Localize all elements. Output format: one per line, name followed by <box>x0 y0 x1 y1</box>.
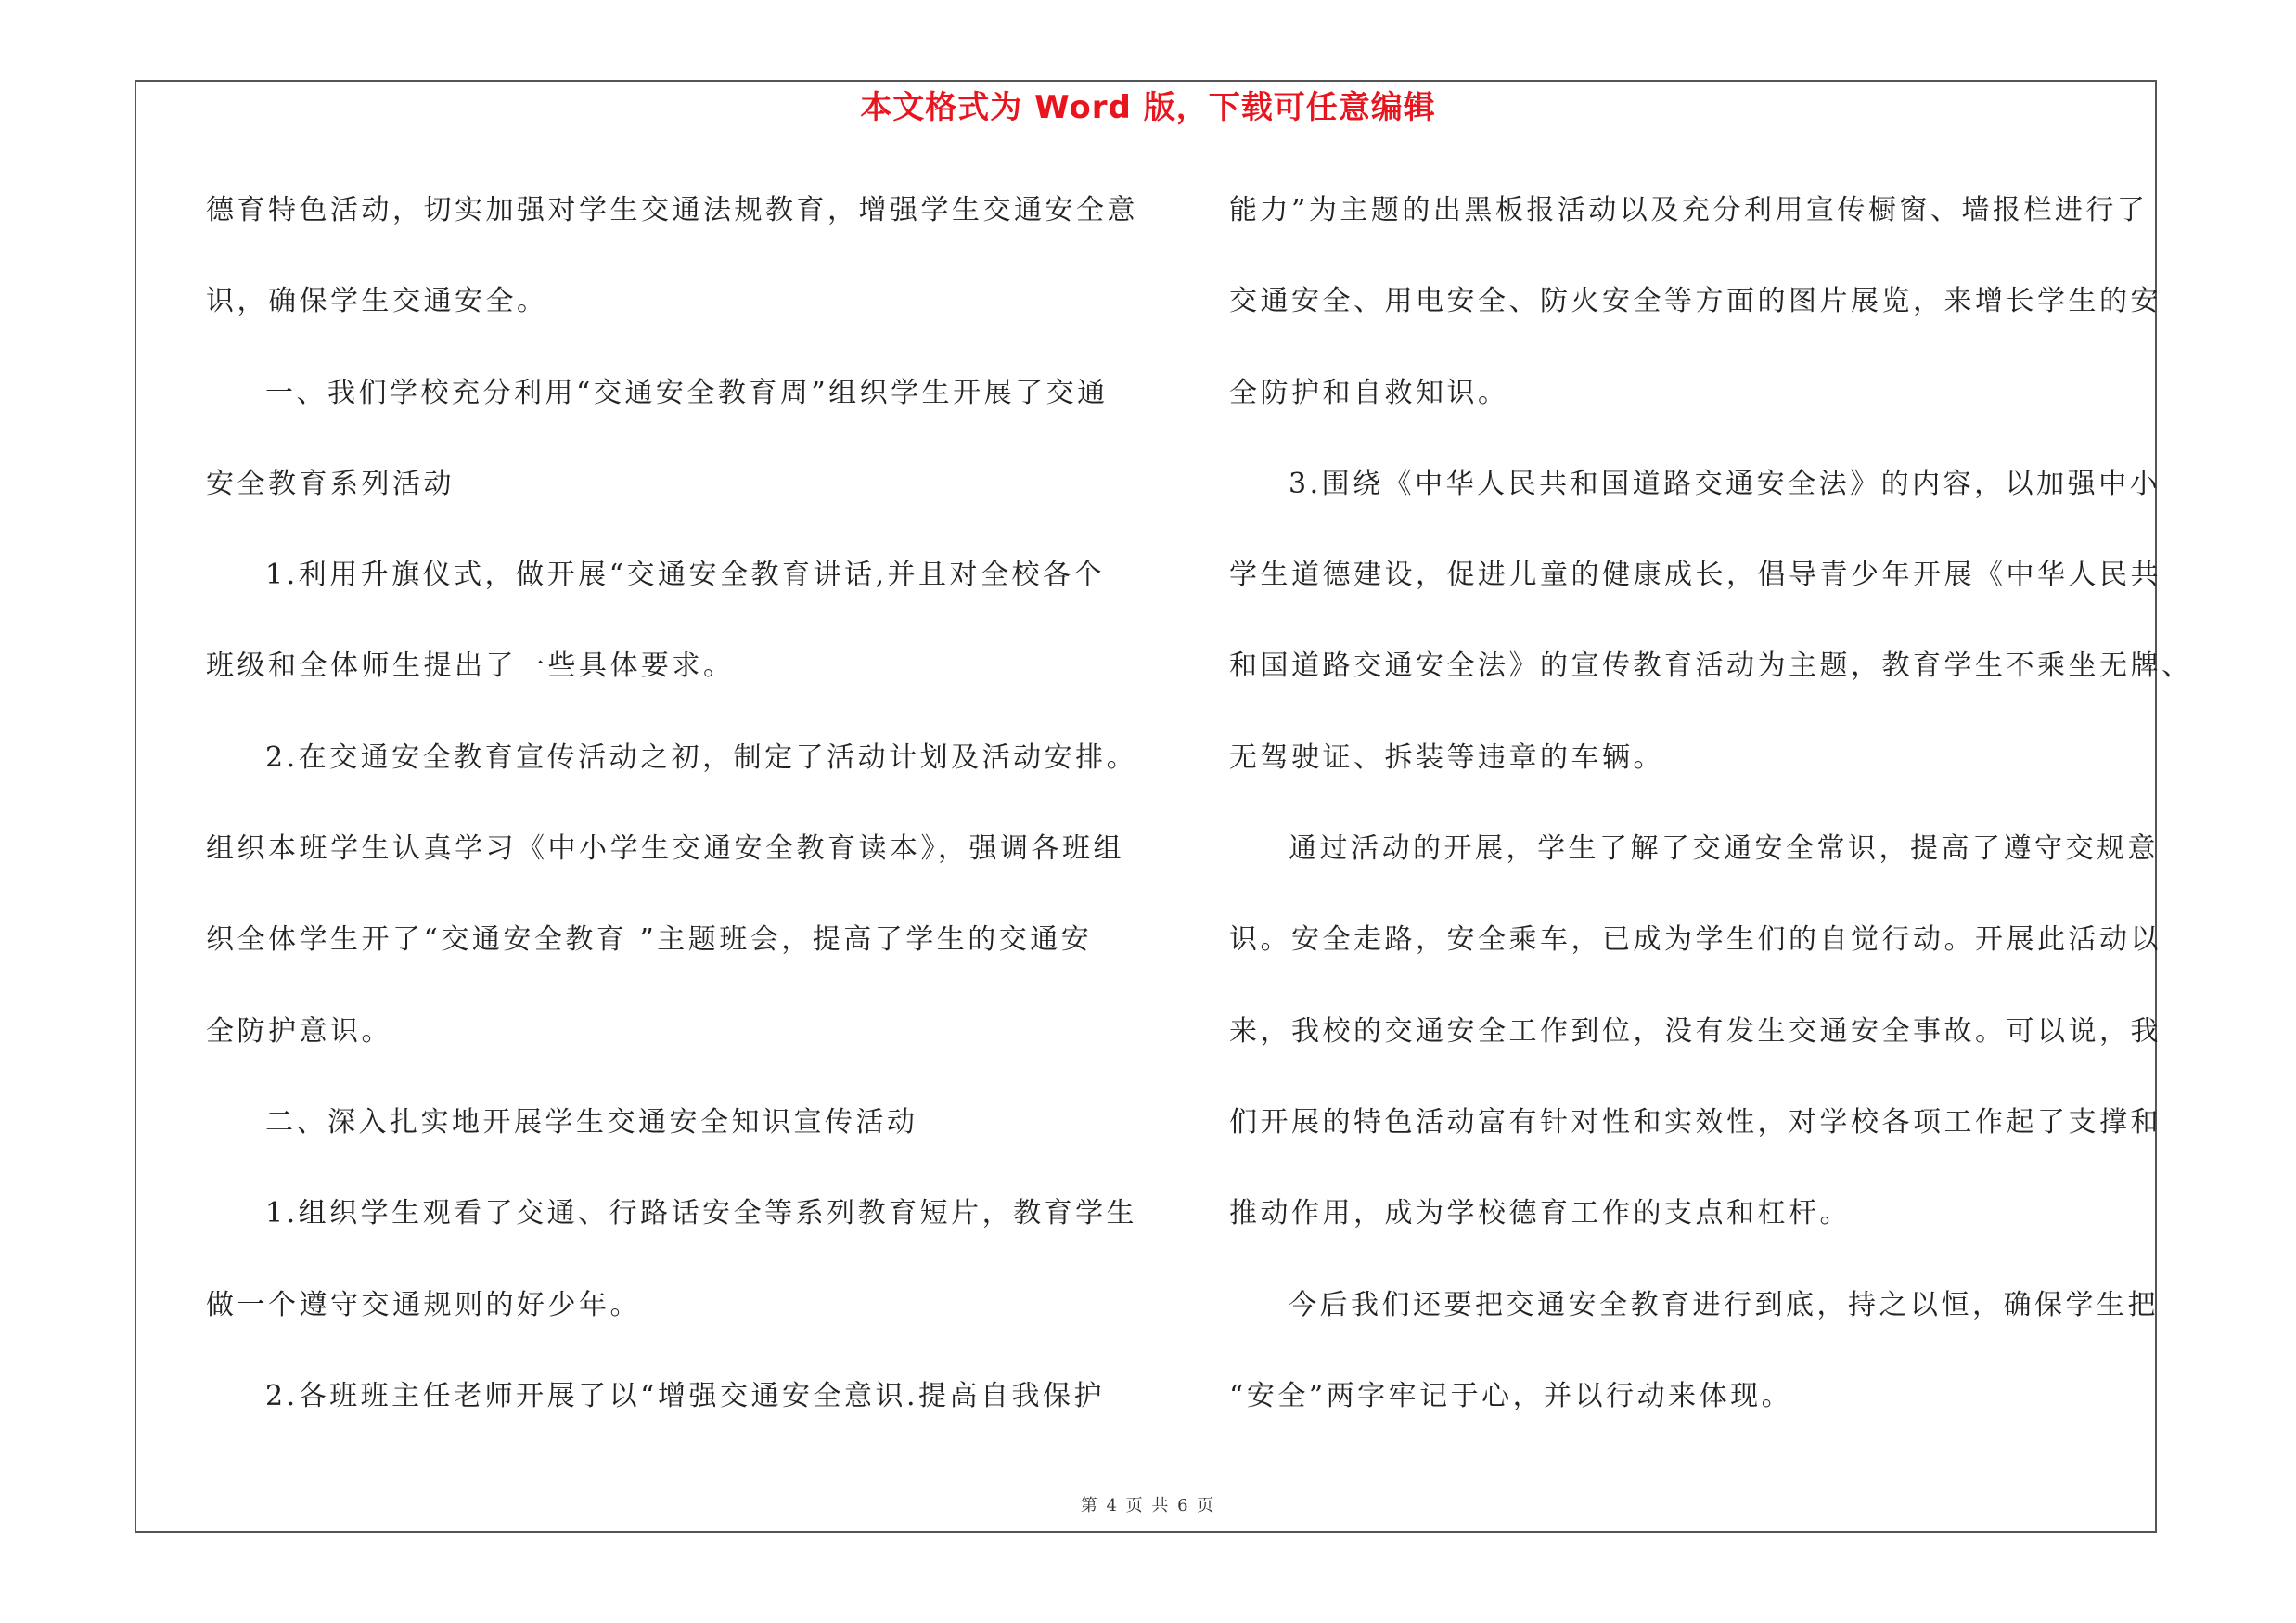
text-line: 交通安全、用电安全、防火安全等方面的图片展览，来增长学生的安 <box>1229 285 2161 318</box>
text-line: 1.组织学生观看了交通、行路话安全等系列教育短片，教育学生 <box>265 1197 1138 1230</box>
text-line: 识，确保学生交通安全。 <box>206 285 548 318</box>
text-line: 全防护和自救知识。 <box>1229 376 1509 409</box>
text-line: 2.在交通安全教育宣传活动之初，制定了活动计划及活动安排。 <box>265 741 1138 774</box>
text-line: 组织本班学生认真学习《中小学生交通安全教育读本》，强调各班组 <box>206 832 1124 866</box>
text-line: 班级和全体师生提出了一些具体要求。 <box>206 650 735 683</box>
text-line: 二、深入扎实地开展学生交通安全知识宣传活动 <box>265 1105 918 1139</box>
text-line: 学生道德建设，促进儿童的健康成长，倡导青少年开展《中华人民共 <box>1229 559 2161 592</box>
text-line: 织全体学生开了“交通安全教育 ”主题班会，提高了学生的交通安 <box>206 923 1093 957</box>
text-line: 做一个遵守交通规则的好少年。 <box>206 1288 641 1321</box>
text-line: “安全”两字牢记于心，并以行动来体现。 <box>1229 1379 1793 1412</box>
text-line: 推动作用，成为学校德育工作的支点和杠杆。 <box>1229 1197 1851 1230</box>
text-line: 识。安全走路，安全乘车，已成为学生们的自觉行动。开展此活动以 <box>1229 923 2161 957</box>
format-notice-banner: 本文格式为 Word 版，下载可任意编辑 <box>860 89 1436 126</box>
text-line: 能力”为主题的出黑板报活动以及充分利用宣传橱窗、墙报栏进行了 <box>1229 194 2148 226</box>
text-line: 今后我们还要把交通安全教育进行到底，持之以恒，确保学生把 <box>1289 1288 2159 1321</box>
text-line: 安全教育系列活动 <box>206 467 455 500</box>
page-number-footer: 第 4 页 共 6 页 <box>1080 1496 1216 1515</box>
text-line: 德育特色活动，切实加强对学生交通法规教育，增强学生交通安全意 <box>206 194 1138 226</box>
text-line: 和国道路交通安全法》的宣传教育活动为主题，教育学生不乘坐无牌、 <box>1229 650 2193 683</box>
text-line: 们开展的特色活动富有针对性和实效性，对学校各项工作起了支撑和 <box>1229 1105 2161 1139</box>
text-line: 全防护意识。 <box>206 1014 392 1048</box>
left-text-column <box>206 182 1138 1459</box>
right-text-column <box>1229 182 2193 1459</box>
text-line: 3.围绕《中华人民共和国道路交通安全法》的内容，以加强中小 <box>1289 467 2161 500</box>
text-line: 来，我校的交通安全工作到位，没有发生交通安全事故。可以说，我 <box>1229 1014 2161 1048</box>
text-line: 无驾驶证、拆装等违章的车辆。 <box>1229 741 1664 774</box>
text-line: 一、我们学校充分利用“交通安全教育周”组织学生开展了交通 <box>265 376 1109 409</box>
text-line: 1.利用升旗仪式，做开展“交通安全教育讲话,并且对全校各个 <box>265 559 1105 592</box>
text-line: 2.各班班主任老师开展了以“增强交通安全意识.提高自我保护 <box>265 1379 1105 1412</box>
text-line: 通过活动的开展，学生了解了交通安全常识，提高了遵守交规意 <box>1289 832 2159 866</box>
